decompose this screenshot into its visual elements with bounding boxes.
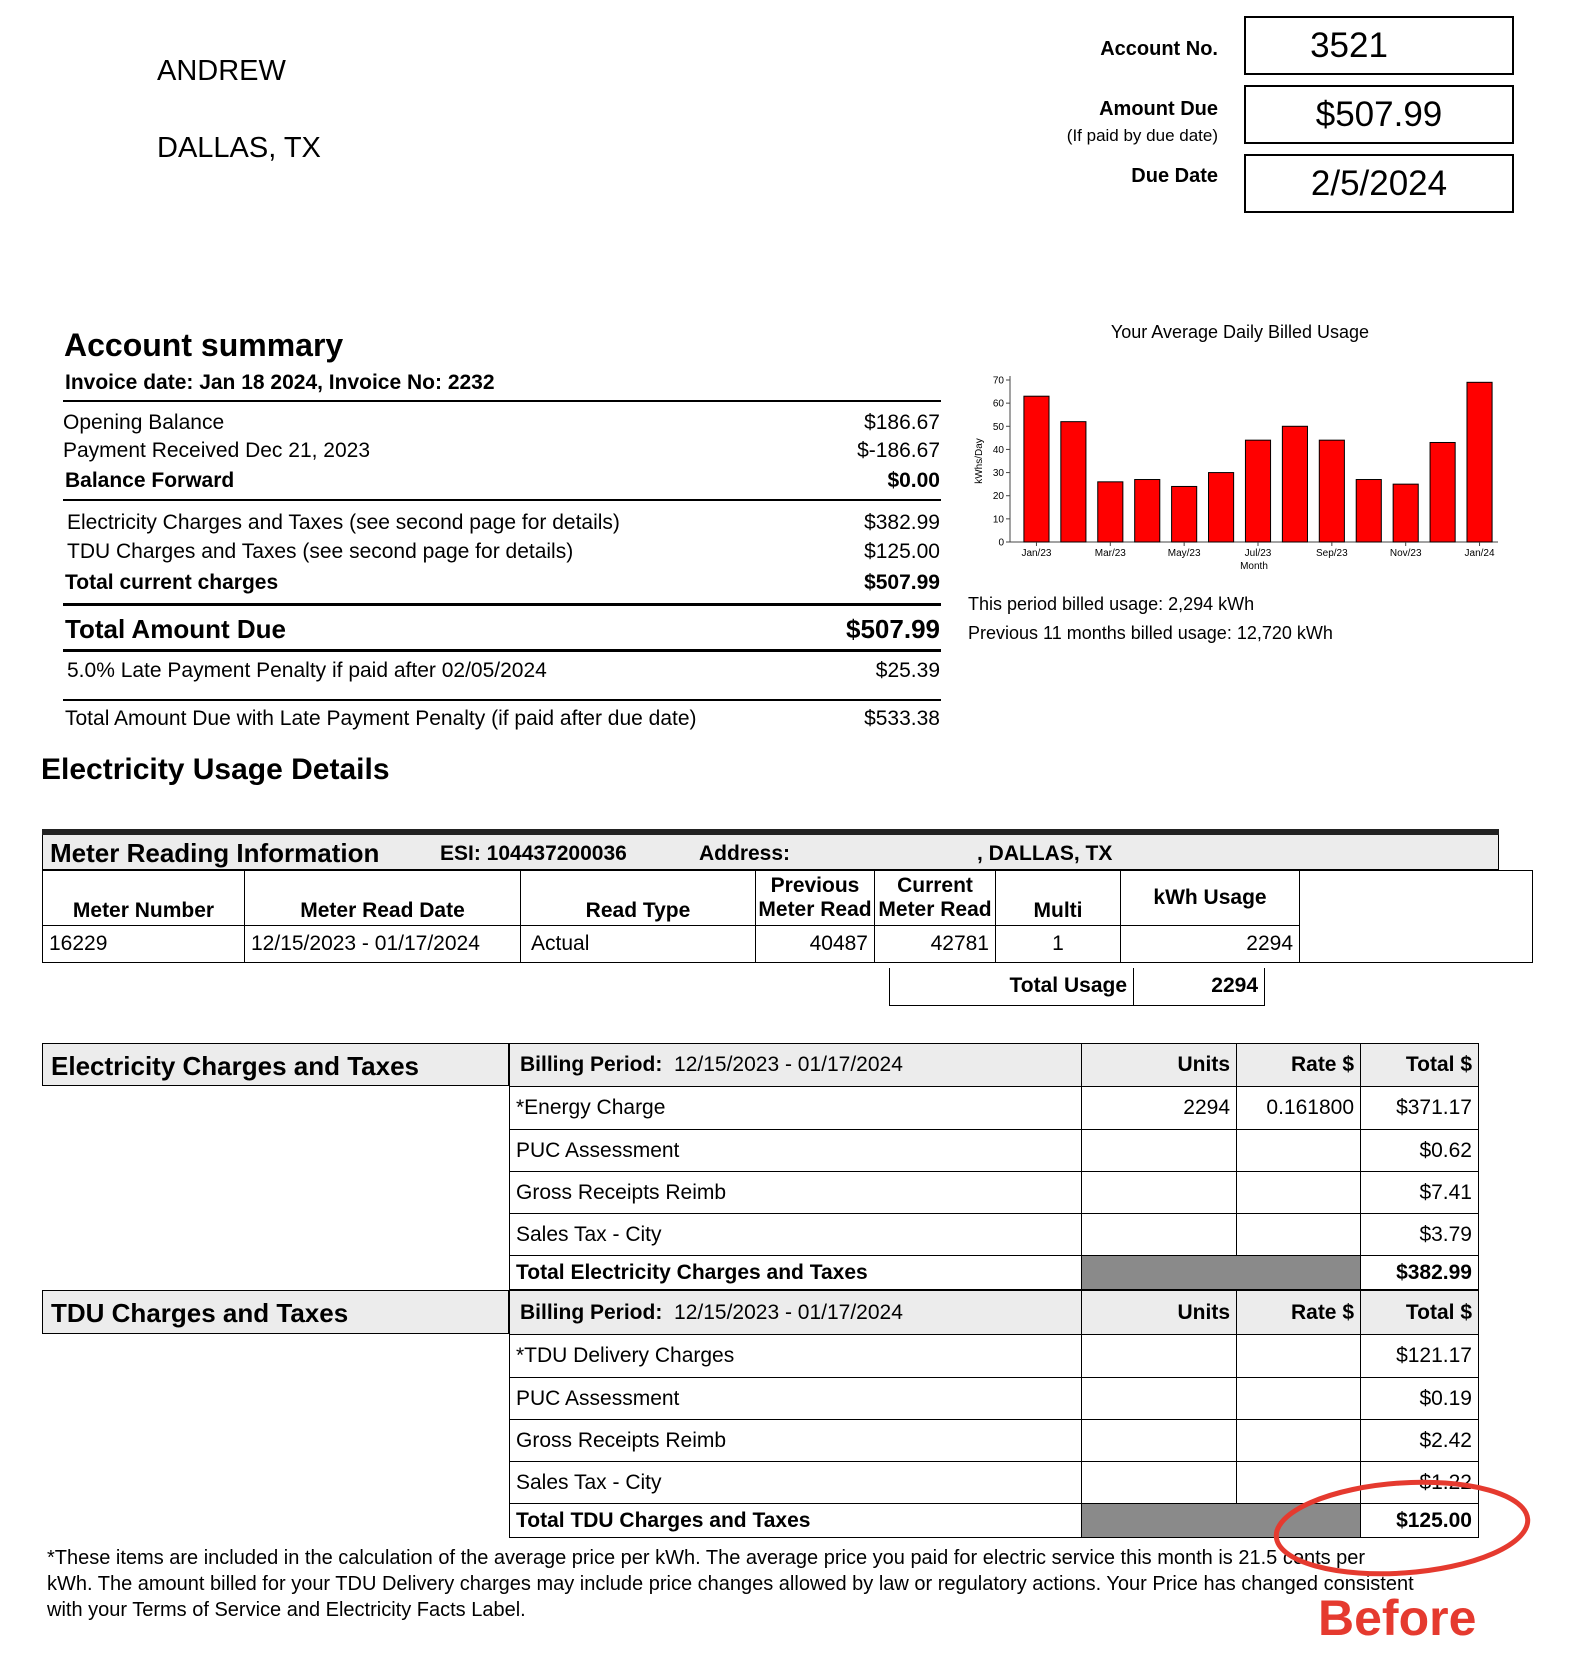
charge-total: $3.79 [1361,1214,1479,1256]
y-tick-label: 40 [992,444,1004,456]
y-tick-label: 50 [992,421,1004,433]
charge-units [1082,1378,1237,1420]
summary-divider [63,699,941,701]
tdu-total-label: Total TDU Charges and Taxes [510,1504,1082,1538]
read-type: Actual [521,926,756,963]
summary-row-label: Payment Received Dec 21, 2023 [63,439,371,462]
summary-divider [63,499,941,501]
y-tick-label: 0 [998,537,1004,549]
charge-units [1082,1420,1237,1462]
col-units: Units [1082,1291,1237,1335]
meter-address-city: , DALLAS, TX [977,842,1113,865]
summary-divider [63,649,941,652]
y-tick-label: 20 [992,491,1004,503]
usage-bar [1172,486,1197,542]
y-tick-label: 70 [992,375,1004,387]
summary-row-label: TDU Charges and Taxes (see second page for details) [67,540,574,563]
usage-bar [1024,396,1049,542]
summary-row-label: Balance Forward [65,469,235,492]
electricity-total-shade [1082,1256,1361,1290]
charge-total: $2.42 [1361,1420,1479,1462]
y-axis-label: kWhs/Day [974,438,985,484]
electricity-period-cell [510,1044,1082,1087]
tdu-charge-row [510,1378,1479,1420]
x-tick-label: Nov/23 [1389,548,1422,559]
multi-value: 1 [996,926,1121,963]
due-date-value: 2/5/2024 [1310,163,1448,203]
charge-row [510,1130,1479,1172]
chart-title: Your Average Daily Billed Usage [1110,322,1370,342]
meter-header-row [43,871,1533,926]
charge-label: *TDU Delivery Charges [510,1335,1082,1378]
charge-total: $7.41 [1361,1172,1479,1214]
total-usage-value: 2294 [1134,968,1265,1005]
usage-title: Electricity Usage Details [41,753,390,786]
due-date-label: Due Date [1131,165,1218,187]
summary-row-value: $382.99 [864,511,940,534]
charge-label: PUC Assessment [510,1378,1082,1420]
previous-read: 40487 [756,926,875,963]
col-read-type: Read Type [521,871,756,926]
summary-row-label: 5.0% Late Payment Penalty if paid after 02/05/2024 [67,659,547,682]
electricity-total-value: $382.99 [1361,1256,1479,1290]
footnote-line: kWh. The amount billed for your TDU Delivery charges may include price changes allowed by law or regulatory actions. Your Price has changed consistent [47,1573,1414,1595]
charge-units [1082,1130,1237,1172]
y-tick-label: 60 [992,398,1004,410]
tdu-period-cell [510,1291,1082,1335]
charge-rate [1237,1335,1361,1378]
current-read: 42781 [875,926,996,963]
usage-bar [1467,382,1492,542]
meter-table [42,870,1533,963]
usage-bar [1356,480,1381,542]
charge-rate [1237,1420,1361,1462]
tdu-charge-row [510,1335,1479,1378]
customer-name: ANDREW [157,55,286,87]
col-rate: Rate $ [1237,1291,1361,1335]
charge-units [1082,1335,1237,1378]
meter-read-date: 12/15/2023 - 01/17/2024 [245,926,521,963]
electricity-charges-table [509,1043,1479,1290]
x-tick-label: Sep/23 [1315,548,1348,559]
charge-rate [1237,1378,1361,1420]
summary-divider [63,603,941,606]
amount-due-box [1244,85,1514,144]
summary-divider [63,400,941,402]
col-rate: Rate $ [1237,1044,1361,1087]
total-usage-label: Total Usage [890,968,1134,1005]
meter-esi: ESI: 104437200036 [440,842,627,865]
chart-note-current: This period billed usage: 2,294 kWh [968,594,1255,614]
charge-total: $0.62 [1361,1130,1479,1172]
x-tick-label: May/23 [1167,548,1201,559]
summary-row-value: $125.00 [864,540,940,563]
footnote-line: with your Terms of Service and Electricity Facts Label. [47,1599,526,1621]
amount-due-value: $507.99 [1315,94,1443,134]
total-usage-row [890,968,1265,1005]
usage-bar [1430,442,1455,542]
x-tick-label: Mar/23 [1094,548,1126,559]
meter-header-bar [42,835,1499,870]
usage-bar [1098,482,1123,542]
usage-bar [1319,440,1344,542]
account-label: Account No. [1100,38,1218,60]
charge-total: $1.22 [1361,1462,1479,1504]
col-total: Total $ [1361,1044,1479,1087]
account-number: 3521 [1310,25,1388,65]
col-total: Total $ [1361,1291,1479,1335]
billing-period-label: Billing Period: [520,1053,663,1076]
summary-row-value: $186.67 [864,411,940,434]
electricity-total-label: Total Electricity Charges and Taxes [510,1256,1082,1290]
meter-address-label: Address: [699,842,791,865]
charge-total: $121.17 [1361,1335,1479,1378]
summary-row-value: $533.38 [864,707,940,730]
usage-bar-chart [960,360,1520,585]
kwh-usage-value: 2294 [1121,926,1300,963]
tdu-total-value: $125.00 [1361,1504,1479,1538]
tdu-title: TDU Charges and Taxes [51,1298,349,1328]
electricity-title: Electricity Charges and Taxes [51,1051,420,1081]
usage-bar [1061,422,1086,542]
summary-row-value: $-186.67 [857,439,940,462]
summary-row-label: Electricity Charges and Taxes (see second page for details) [67,511,620,534]
y-tick-label: 10 [992,514,1004,526]
amount-due-sublabel: (If paid by due date) [1066,126,1218,145]
col-current-read: Current Meter Read [875,871,996,926]
charge-label: PUC Assessment [510,1130,1082,1172]
charge-label: Sales Tax - City [510,1462,1082,1504]
x-tick-label: Jan/24 [1464,548,1495,559]
meter-empty-cell [1300,871,1533,926]
footnote-line: *These items are included in the calculation of the average price per kWh. The average price you paid for electric service this month is 21.5 cents per [47,1547,1366,1569]
charge-units [1082,1462,1237,1504]
charge-label: Sales Tax - City [510,1214,1082,1256]
total-amount-due-label: Total Amount Due [65,614,286,644]
chart-note-previous: Previous 11 months billed usage: 12,720 kWh [968,623,1333,643]
charge-row [510,1087,1479,1130]
summary-row-value: $0.00 [887,469,940,492]
charge-units [1082,1214,1237,1256]
usage-bar [1135,480,1160,542]
summary-row-value: $507.99 [864,571,940,594]
charge-rate [1237,1214,1361,1256]
tdu-charge-row [510,1420,1479,1462]
charge-label: Gross Receipts Reimb [510,1172,1082,1214]
due-date-box [1244,154,1514,213]
electricity-total-row [510,1256,1479,1290]
charge-label: Gross Receipts Reimb [510,1420,1082,1462]
charge-row [510,1214,1479,1256]
charge-row [510,1172,1479,1214]
invoice-line: Invoice date: Jan 18 2024, Invoice No: 2232 [65,371,495,394]
charge-units: 2294 [1082,1087,1237,1130]
account-number-box [1244,16,1514,75]
col-meter-number: Meter Number [43,871,245,926]
col-previous-read: Previous Meter Read [756,871,875,926]
summary-row-label: Opening Balance [63,411,225,434]
col-kwh-usage: kWh Usage [1121,871,1300,926]
col-meter-read-date: Meter Read Date [245,871,521,926]
summary-row-label: Total Amount Due with Late Payment Penalty (if paid after due date) [65,707,697,730]
meter-number: 16229 [43,926,245,963]
summary-row-value: $25.39 [875,659,940,682]
meter-title: Meter Reading Information [50,838,380,868]
usage-bar [1209,473,1234,542]
charge-label: *Energy Charge [510,1087,1082,1130]
charge-total: $371.17 [1361,1087,1479,1130]
meter-empty-cell [1300,926,1533,963]
x-tick-label: Jan/23 [1021,548,1052,559]
tdu-section-header [42,1290,509,1334]
total-amount-due-value: $507.99 [846,614,940,644]
usage-bar [1282,426,1307,542]
footnote [47,1545,1414,1623]
annotation-label: Before [1318,1590,1477,1646]
y-tick-label: 30 [992,468,1004,480]
col-units: Units [1082,1044,1237,1087]
x-axis-label: Month [1240,561,1268,572]
charge-total: $0.19 [1361,1378,1479,1420]
customer-city: DALLAS, TX [157,132,321,164]
col-multi: Multi [996,871,1121,926]
amount-due-label: Amount Due [1099,98,1218,120]
electricity-header-row [510,1044,1479,1087]
x-tick-label: Jul/23 [1244,548,1272,559]
annotation-circle [1262,1478,1542,1578]
billing-period: 12/15/2023 - 01/17/2024 [674,1300,903,1324]
meter-row [43,926,1533,963]
charge-units [1082,1172,1237,1214]
electricity-section-header [42,1043,509,1086]
charge-rate [1237,1172,1361,1214]
charge-rate: 0.161800 [1237,1087,1361,1130]
summary-title: Account summary [64,327,344,363]
billing-period-label: Billing Period: [520,1300,663,1324]
total-usage-table [889,968,1265,1006]
usage-bar [1245,440,1270,542]
billing-period: 12/15/2023 - 01/17/2024 [674,1053,903,1076]
summary-row-label: Total current charges [65,571,279,594]
tdu-header-row [510,1291,1479,1335]
usage-bar [1393,484,1418,542]
charge-rate [1237,1130,1361,1172]
